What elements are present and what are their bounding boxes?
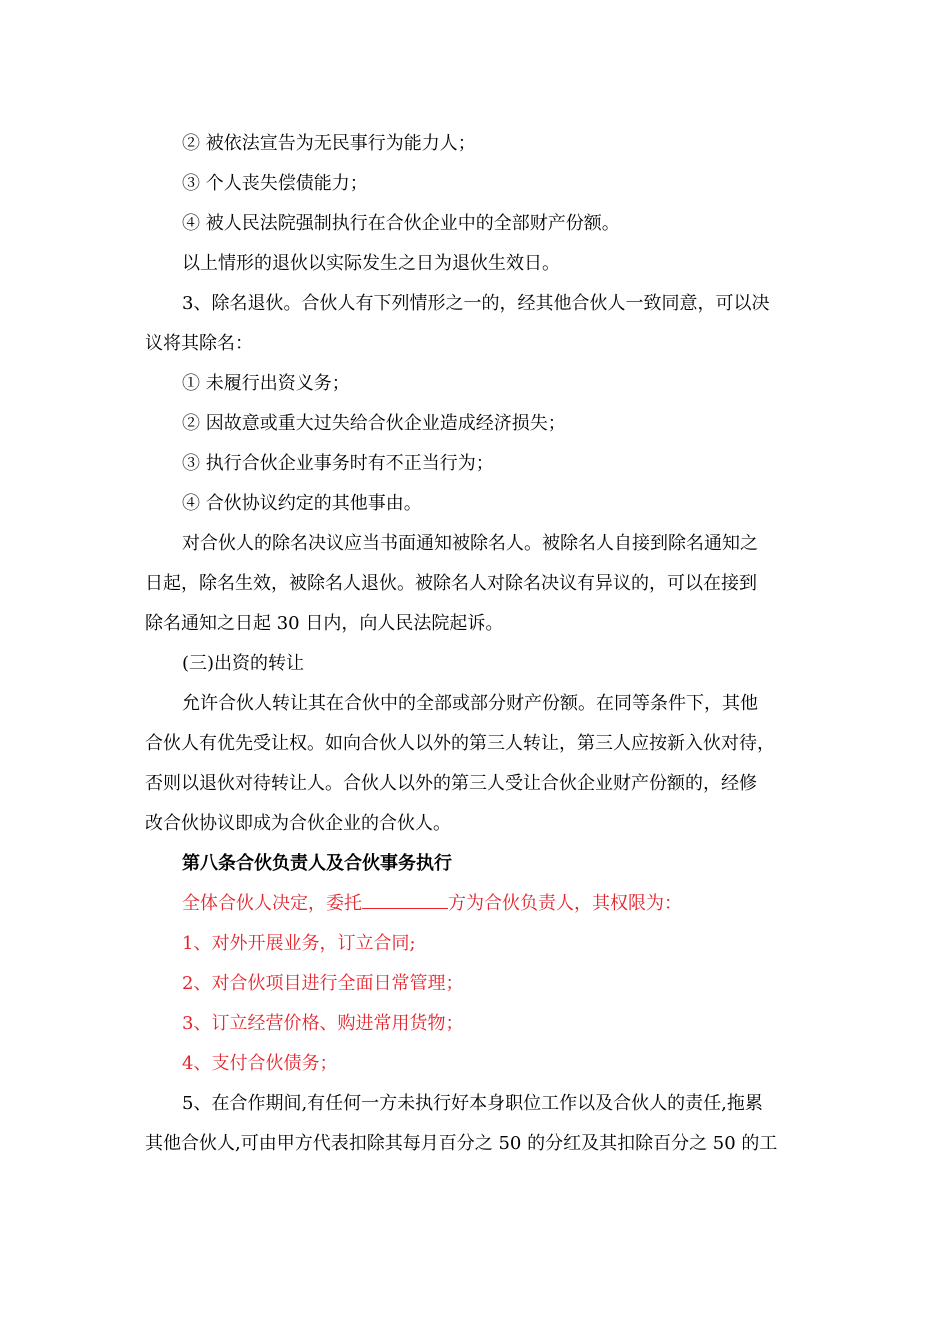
expel-item-1: ① 未履行出资义务； (182, 373, 350, 394)
paragraph-transfer (145, 684, 810, 844)
paragraph-item-3: ③ 个人丧失偿债能力； (182, 173, 368, 194)
text-line: 日起，除名生效，被除名人退伙。被除名人对除名决议有异议的，可以在接到 (145, 573, 757, 594)
power-item-4: 4、支付合伙债务； (182, 1053, 338, 1074)
expel-item-2: ② 因故意或重大过失给合伙企业造成经济损失； (182, 413, 566, 434)
document-body (145, 124, 810, 1164)
text-line: 议将其除名： (145, 333, 253, 354)
expel-item-4: ④ 合伙协议约定的其他事由。 (182, 493, 422, 514)
paragraph-effective-date: 以上情形的退伙以实际发生之日为退伙生效日。 (182, 253, 560, 274)
text-line: 对合伙人的除名决议应当书面通知被除名人。被除名人自接到除名通知之 (182, 533, 758, 554)
text-line: 允许合伙人转让其在合伙中的全部或部分财产份额。在同等条件下，其他 (182, 693, 758, 714)
expel-item-3: ③ 执行合伙企业事务时有不正当行为； (182, 453, 494, 474)
text-line: 其他合伙人,可由甲方代表扣除其每月百分之 50 的分红及其扣除百分之 50 的工 (145, 1133, 778, 1154)
text-line: 合伙人有优先受让权。如向合伙人以外的第三人转让，第三人应按新入伙对待， (145, 733, 775, 754)
power-item-3: 3、订立经营价格、购进常用货物； (182, 1013, 464, 1034)
paragraph-delegate (145, 884, 810, 924)
paragraph-expel-notice (145, 524, 810, 644)
delegate-text-after: 方为合伙负责人，其权限为： (448, 893, 682, 914)
section-heading-transfer: (三)出资的转让 (182, 653, 305, 674)
delegate-text-before: 全体合伙人决定，委托 (182, 893, 362, 914)
power-item-1: 1、对外开展业务，订立合同; (182, 933, 416, 954)
fill-in-blank[interactable] (362, 888, 448, 909)
text-line: 否则以退伙对待转让人。合伙人以外的第三人受让合伙企业财产份额的，经修 (145, 773, 757, 794)
article-8-heading: 第八条合伙负责人及合伙事务执行 (182, 853, 452, 874)
paragraph-item-2: ② 被依法宣告为无民事行为能力人； (182, 133, 476, 154)
text-line: 3、除名退伙。合伙人有下列情形之一的，经其他合伙人一致同意，可以决 (182, 293, 770, 314)
power-item-2: 2、对合伙项目进行全面日常管理； (182, 973, 464, 994)
text-line: 除名通知之日起 30 日内，向人民法院起诉。 (145, 613, 504, 634)
text-line: 改合伙协议即成为合伙企业的合伙人。 (145, 813, 451, 834)
text-line: 5、在合作期间,有任何一方未执行好本身职位工作以及合伙人的责任,拖累 (182, 1093, 763, 1114)
paragraph-expel-withdrawal (145, 284, 810, 364)
paragraph-clause-5 (145, 1084, 810, 1164)
paragraph-item-4: ④ 被人民法院强制执行在合伙企业中的全部财产份额。 (182, 213, 620, 234)
